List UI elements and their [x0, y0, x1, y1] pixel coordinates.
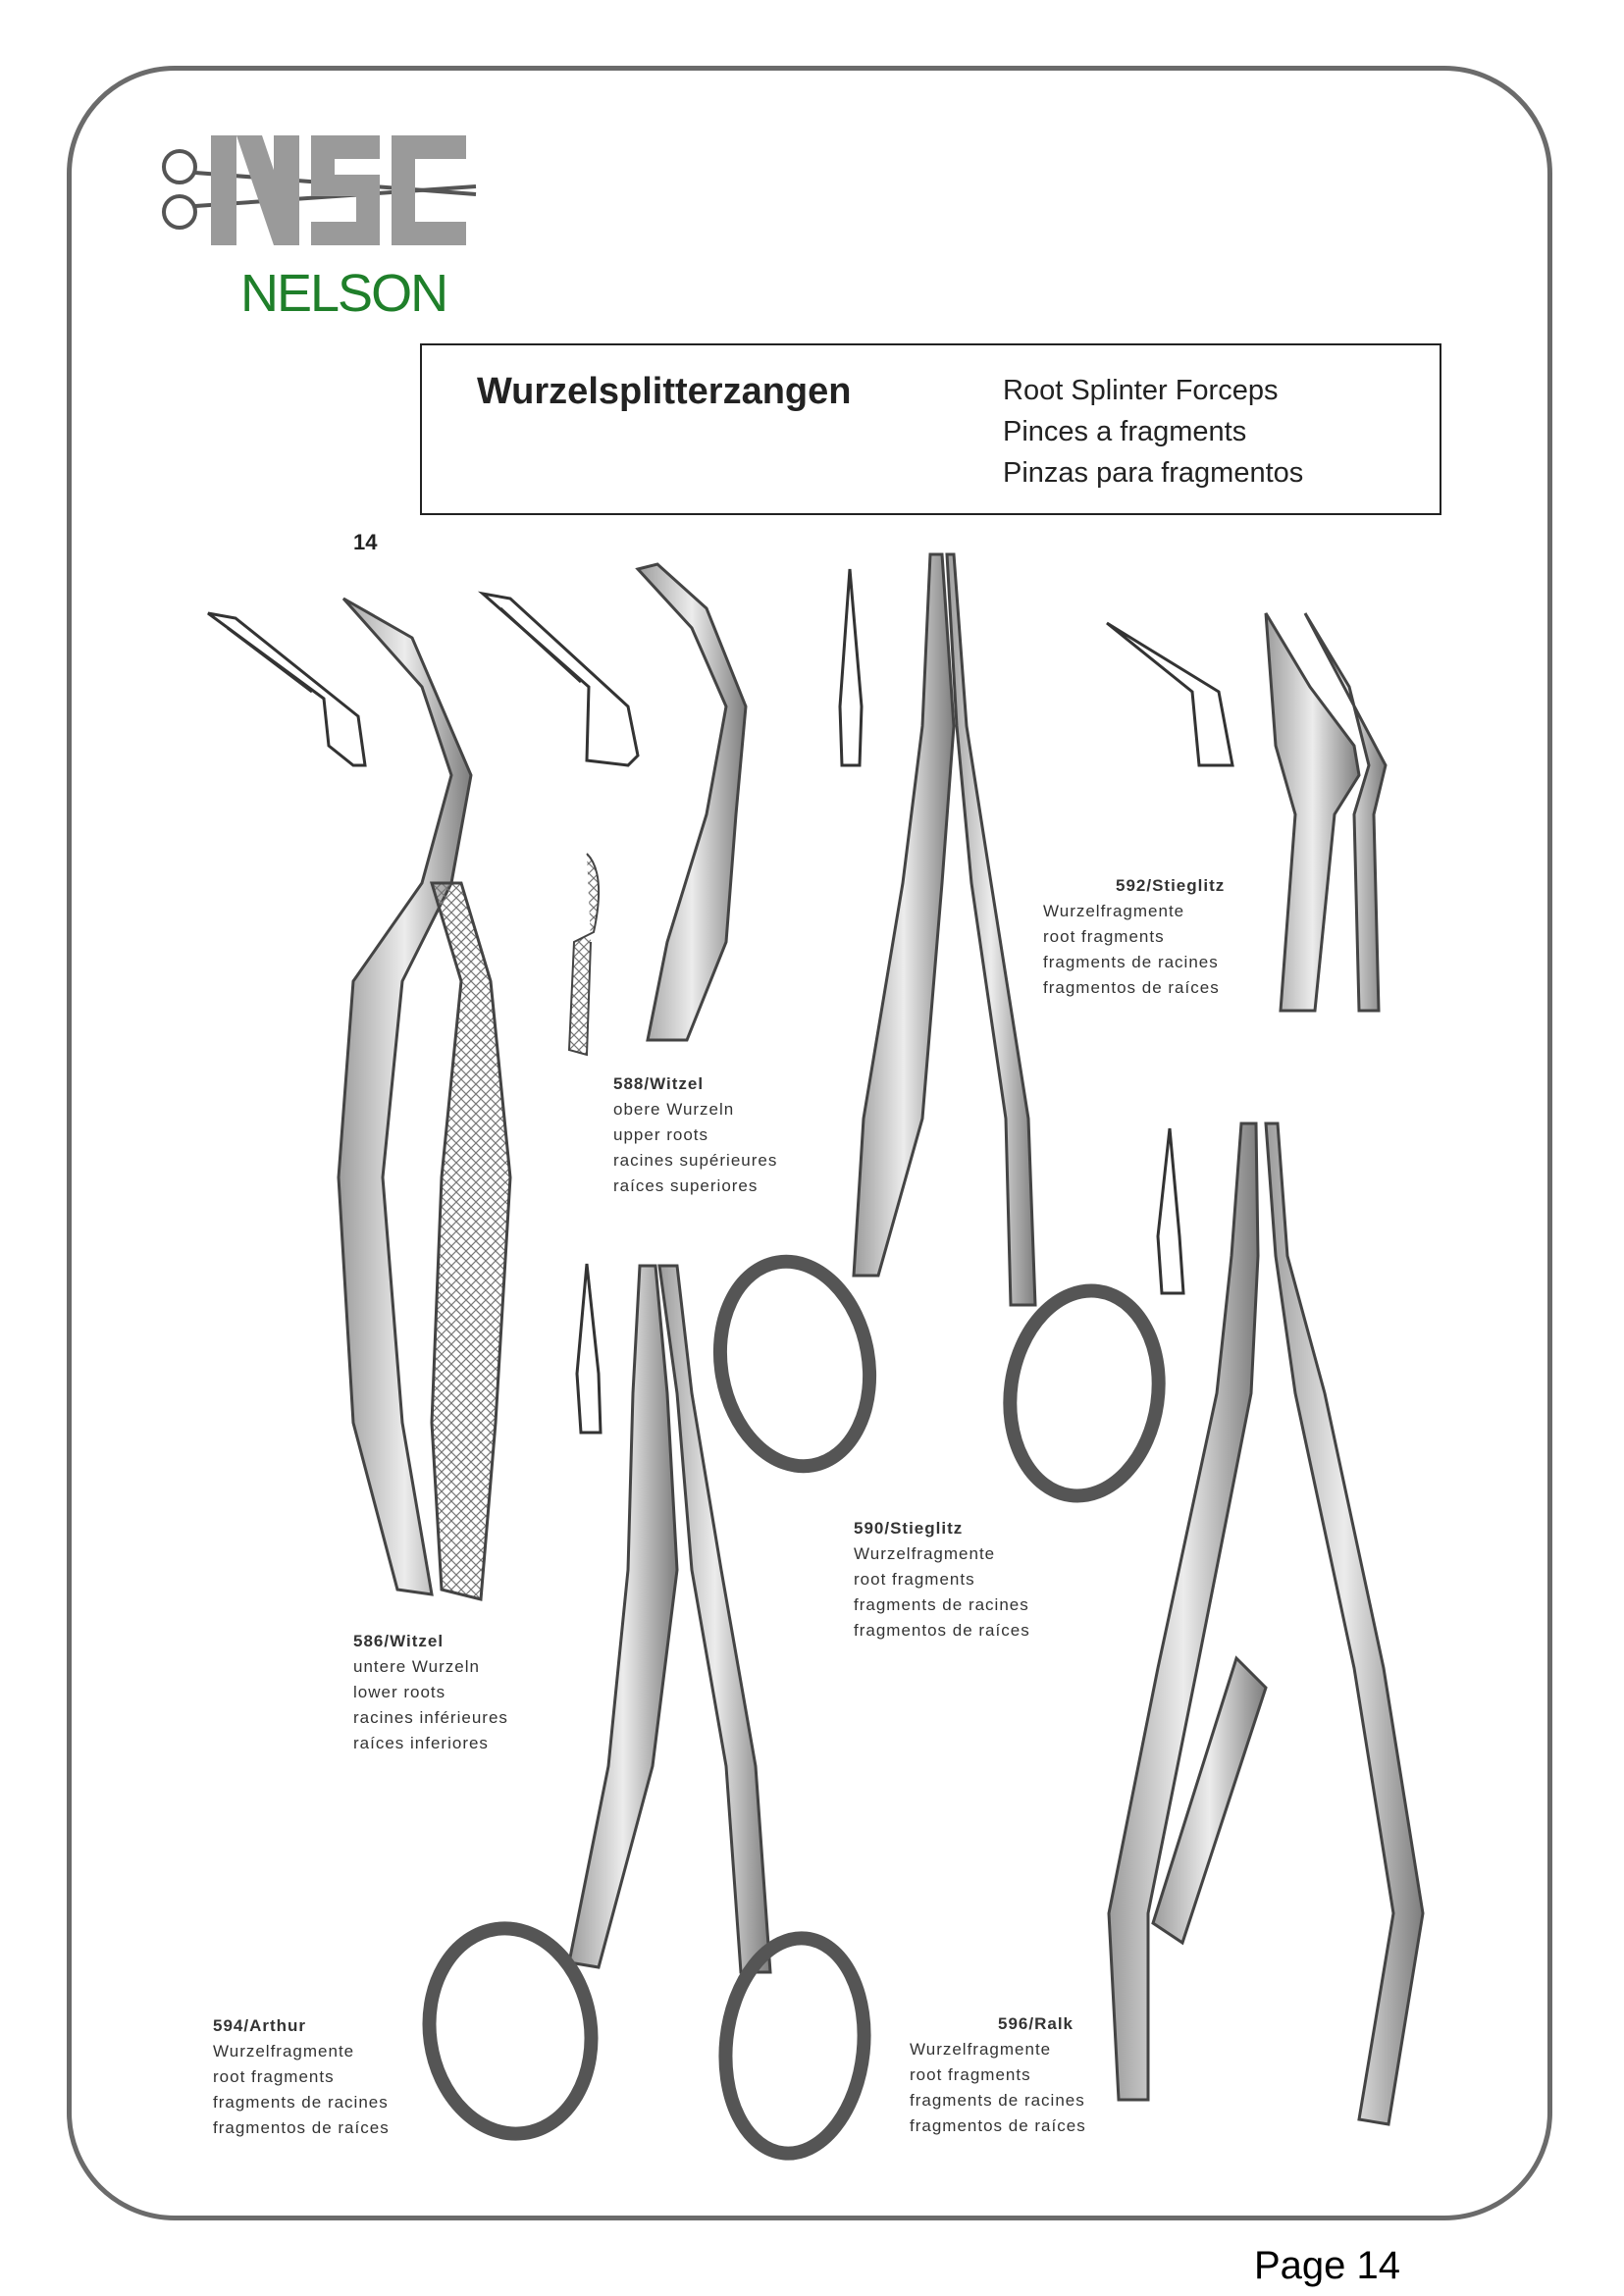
- item-586-de: untere Wurzeln: [353, 1657, 480, 1676]
- item-594-fr: fragments de racines: [213, 2093, 389, 2112]
- item-588-en: upper roots: [613, 1125, 708, 1144]
- brand-name: NELSON: [240, 264, 447, 323]
- item-592-fr: fragments de racines: [1043, 953, 1219, 971]
- tip-590-icon: [840, 569, 862, 765]
- item-586-es: raíces inferiores: [353, 1734, 489, 1752]
- item-592-es: fragmentos de raíces: [1043, 978, 1220, 997]
- tip-592-icon: [1107, 623, 1232, 765]
- tip-596-icon: [1158, 1128, 1183, 1293]
- item-590-es: fragmentos de raíces: [854, 1621, 1030, 1640]
- item-596-code: 596/Ralk: [998, 2014, 1074, 2033]
- item-588-de: obere Wurzeln: [613, 1100, 735, 1119]
- item-594-en: root fragments: [213, 2067, 335, 2086]
- forceps-586-tip-icon: [208, 613, 365, 765]
- title-spanish: Pinzas para fragmentos: [1003, 457, 1304, 489]
- item-586-en: lower roots: [353, 1683, 446, 1701]
- forceps-588-illustration: [638, 564, 746, 1040]
- item-596-fr: fragments de racines: [910, 2091, 1085, 2110]
- title-english: Root Splinter Forceps: [1003, 375, 1279, 406]
- item-596-de: Wurzelfragmente: [910, 2040, 1052, 2059]
- page-footer-number: Page 14: [1254, 2244, 1401, 2287]
- item-592-de: Wurzelfragmente: [1043, 902, 1185, 920]
- item-590-de: Wurzelfragmente: [854, 1544, 996, 1563]
- item-592-en: root fragments: [1043, 927, 1165, 946]
- forceps-586-illustration: [339, 599, 510, 1599]
- forceps-592-illustration: [1266, 613, 1386, 1011]
- forceps-590-finger-rings: [705, 1250, 1172, 1506]
- forceps-590-illustration: [854, 554, 1035, 1305]
- item-596-en: root fragments: [910, 2065, 1031, 2084]
- title-french: Pinces a fragments: [1003, 416, 1247, 447]
- item-586-fr: racines inférieures: [353, 1708, 508, 1727]
- item-588-code: 588/Witzel: [613, 1074, 705, 1093]
- item-594-es: fragmentos de raíces: [213, 2118, 390, 2137]
- item-594-label: [213, 2013, 390, 2141]
- forceps-588-tip-icon: [483, 594, 638, 765]
- item-592-label: [1043, 873, 1225, 1001]
- item-592-code: 592/Stieglitz: [1116, 876, 1226, 895]
- item-590-code: 590/Stieglitz: [854, 1519, 964, 1538]
- tip-594-icon: [577, 1264, 601, 1433]
- item-586-code: 586/Witzel: [353, 1632, 445, 1650]
- item-588-label: [613, 1071, 777, 1199]
- root-fragment-588-icon: [569, 854, 599, 1055]
- catalog-page-number: 14: [353, 530, 378, 554]
- title-german: Wurzelsplitterzangen: [477, 371, 852, 412]
- item-588-es: raíces superiores: [613, 1176, 759, 1195]
- item-596-es: fragmentos de raíces: [910, 2116, 1086, 2135]
- item-590-fr: fragments de racines: [854, 1595, 1029, 1614]
- forceps-594-finger-rings: [416, 1918, 874, 2161]
- item-588-fr: racines supérieures: [613, 1151, 778, 1170]
- item-594-code: 594/Arthur: [213, 2016, 307, 2035]
- item-594-de: Wurzelfragmente: [213, 2042, 355, 2061]
- item-596-label: [910, 2011, 1086, 2139]
- item-590-en: root fragments: [854, 1570, 975, 1589]
- forceps-596-illustration: [1109, 1123, 1423, 2124]
- item-586-label: [353, 1629, 508, 1756]
- item-590-label: [854, 1516, 1030, 1644]
